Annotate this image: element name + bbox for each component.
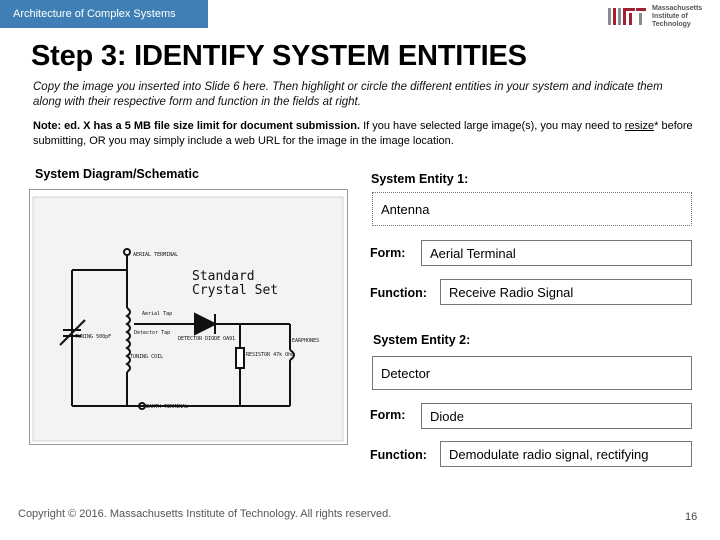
crystal-set-schematic [30,190,349,446]
resize-link[interactable]: resize [624,120,655,132]
entity1-form-label: Form: [370,246,406,260]
entity2-function-field[interactable]: Demodulate radio signal, rectifying [440,441,692,467]
system-diagram-image[interactable] [29,189,348,445]
sketch-title-1: Standard [192,269,255,284]
mit-logo-wordmark: Massachusetts Institute of Technology [652,5,703,28]
submission-note [33,119,693,149]
sketch-aerial-label: AERIAL TERMINAL [133,252,179,258]
entity2-form-field[interactable]: Diode [421,403,692,429]
entity2-form-label: Form: [370,408,406,422]
page-number: 16 [685,511,698,523]
course-header: Architecture of Complex Systems [0,0,208,28]
copyright-footer: Copyright © 2016. Massachusetts Institute of Technology. All rights reserved. [18,508,392,520]
note-text-1: If you have selected large image(s), you may need to [360,120,625,132]
note-bold: Note: ed. X has a 5 MB file size limit for document submission. [33,120,361,132]
entity1-function-field[interactable]: Receive Radio Signal [440,279,692,305]
sketch-resistor: RESISTOR 47k Ohm [246,352,295,358]
entity2-name-field[interactable]: Detector [372,356,692,390]
sketch-earphones: EARPHONES [292,338,320,344]
entity2-heading: System Entity 2: [373,333,471,347]
sketch-title-2: Crystal Set [192,283,279,298]
instructions-text: Copy the image you inserted into Slide 6 here. Then highlight or circle the different entities in your system and indicate them along with their respective form and function in the fields at right. [33,81,663,108]
sketch-tuning-cap: TUNING 500pF [75,334,112,340]
entity1-name-field[interactable]: Antenna [372,192,692,226]
sketch-aerial-tap: Aerial Tap [142,311,173,317]
sketch-diode: DETECTOR DIODE OA91 [178,336,236,342]
page-title: Step 3: IDENTIFY SYSTEM ENTITIES [31,40,527,72]
diagram-label: System Diagram/Schematic [35,167,199,181]
entity2-function-label: Function: [370,448,427,462]
sketch-earth-label: EARTH TERMINAL [146,404,189,410]
entity1-form-field[interactable]: Aerial Terminal [421,240,692,266]
entity1-function-label: Function: [370,286,427,300]
note-text-2: * before submitting, OR you may simply include a web URL for the image in the image location. [33,120,693,147]
sketch-detector-tap: Detector Tap [134,330,171,336]
sketch-tuning-coil: TUNING COIL [130,354,164,360]
entity1-heading: System Entity 1: [371,172,469,186]
